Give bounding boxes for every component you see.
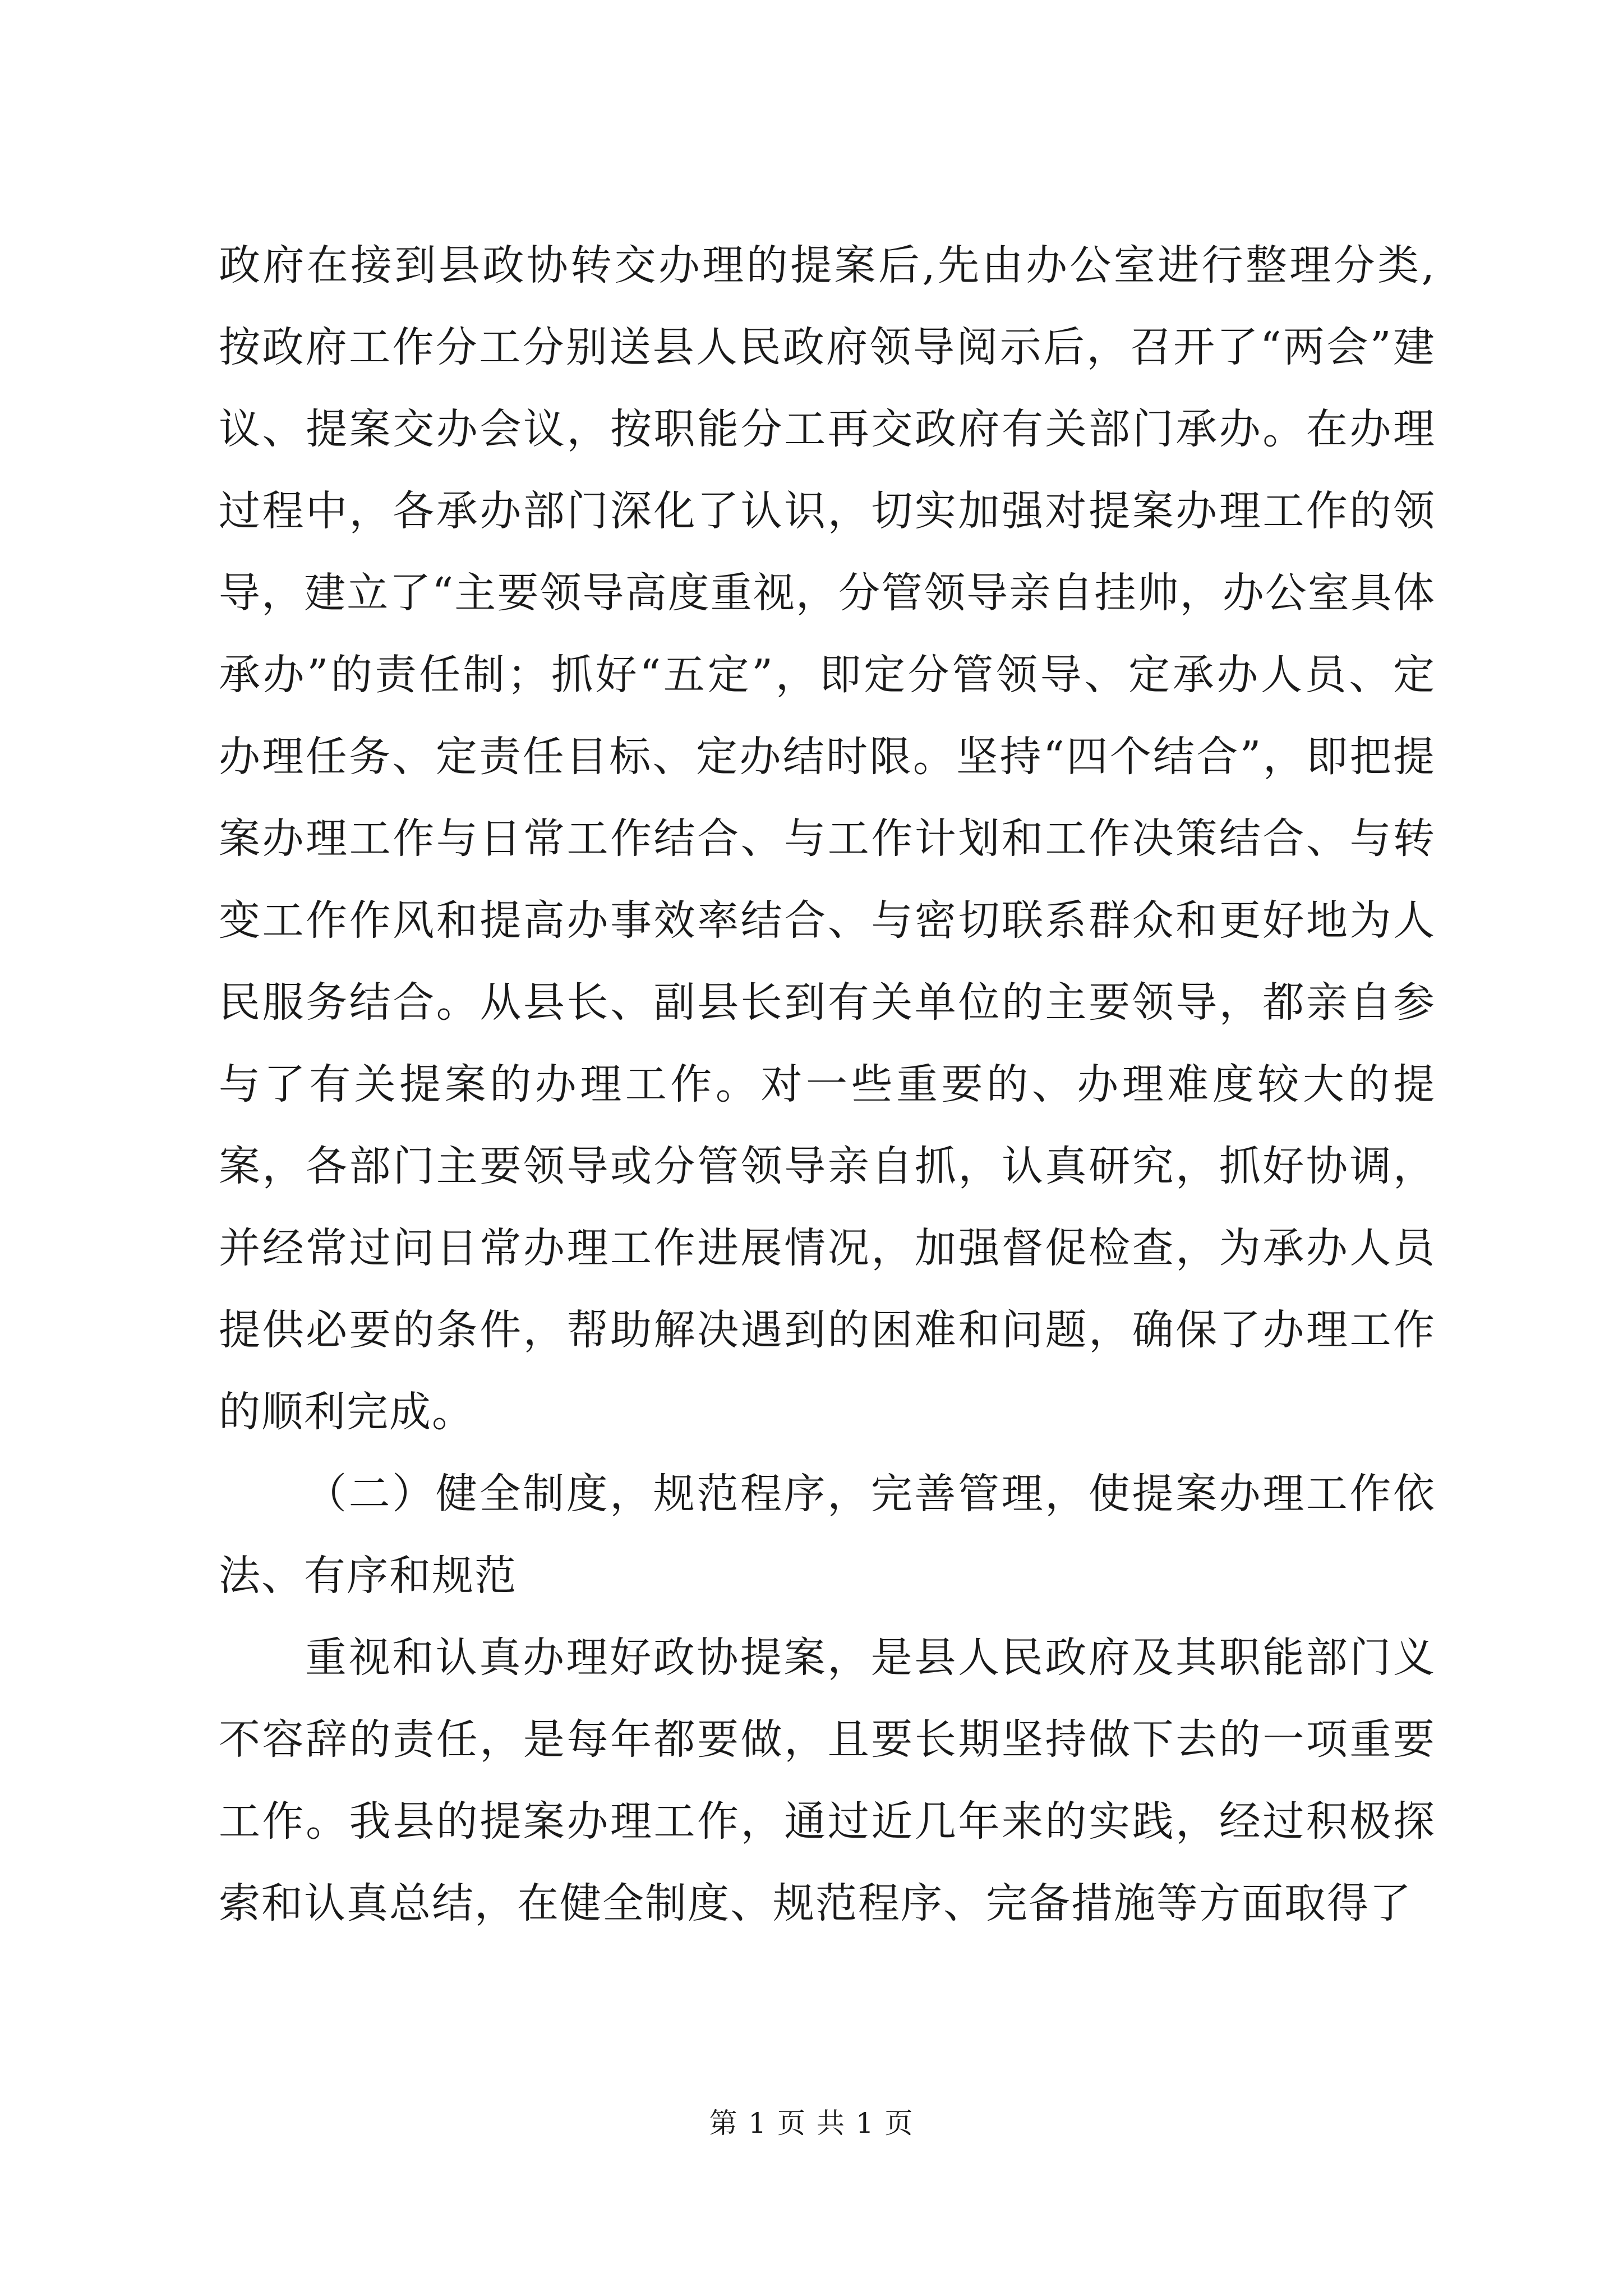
- paragraph-system-building: 重视和认真办理好政协提案，是县人民政府及其职能部门义不容辞的责任，是每年都要做，且要长期坚持做下去的一项重要工作。我县的提案办理工作，通过近几年来的实践，经过积极探索和认真总结，在健全制度、规范程序、完备措施等方面取得了: [219, 1634, 1436, 1927]
- section-heading-two: （二）健全制度，规范程序，完善管理，使提案办理工作依法、有序和规范: [219, 1470, 1436, 1600]
- paragraph-proposal-handling: 政府在接到县政协转交办理的提案后,先由办公室进行整理分类,按政府工作分工分别送县人民政府领导阅示后，召开了“两会”建议、提案交办会议，按职能分工再交政府有关部门承办。在办理过程中，各承办部门深化了认识，切实加强对提案办理工作的领导，建立了“主要领导高度重视，分管领导亲自挂帅，办公室具体承办”的责任制；抓好“五定”，即定分管领导、定承办人员、定办理任务、定责任目标、定办结时限。坚持“四个结合”，即把提案办理工作与日常工作结合、与工作计划和工作决策结合、与转变工作作风和提高办事效率结合、与密切联系群众和更好地为人民服务结合。从县长、副县长到有关单位的主要领导，都亲自参与了有关提案的办理工作。对一些重要的、办理难度较大的提案，各部门主要领导或分管领导亲自抓，认真研究，抓好协调，并经常过问日常办理工作进展情况，加强督促检查，为承办人员提供必要的条件，帮助解决遇到的困难和问题，确保了办理工作的顺利完成。: [219, 241, 1436, 1436]
- document-body: [219, 224, 1436, 1944]
- page-footer: 第 1 页 共 1 页: [709, 2107, 914, 2139]
